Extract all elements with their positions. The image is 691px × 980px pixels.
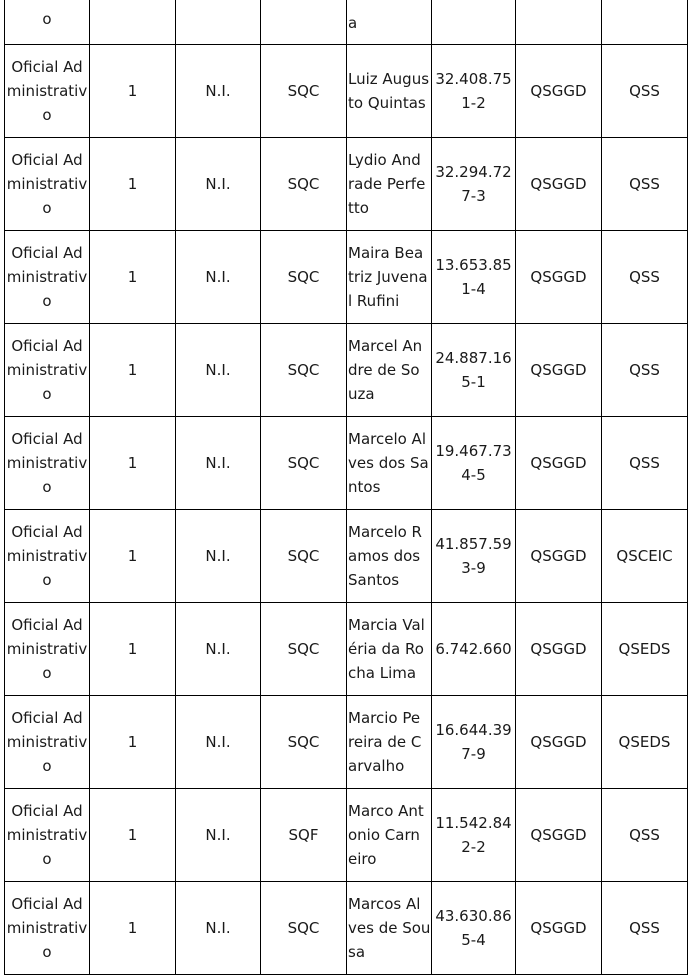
orgao-cell: QSGGD (516, 417, 602, 510)
orgao-cell: QSGGD (516, 138, 602, 231)
ni-cell: N.I. (176, 510, 261, 603)
nome-cell: Marcia Val éria da Ro cha Lima (347, 603, 432, 696)
tipo-cell: SQC (261, 324, 347, 417)
quadro-cell: QSS (602, 324, 688, 417)
cargo-cell: Oficial Ad ministrativ o (5, 696, 90, 789)
tipo-cell: SQC (261, 603, 347, 696)
ni-cell: N.I. (176, 417, 261, 510)
cargo-cell: Oficial Ad ministrativ o (5, 603, 90, 696)
qtd-cell: 1 (90, 603, 176, 696)
cargo-cell: o (5, 0, 90, 45)
quadro-cell: QSS (602, 789, 688, 882)
qtd-cell: 1 (90, 231, 176, 324)
quadro-cell: QSS (602, 231, 688, 324)
table-row (5, 231, 688, 324)
orgao-cell (516, 0, 602, 45)
tipo-cell: SQC (261, 45, 347, 138)
cargo-cell: Oficial Ad ministrativ o (5, 138, 90, 231)
quadro-cell: QSS (602, 882, 688, 975)
cpf-cell: 11.542.84 2-2 (432, 789, 516, 882)
cargo-cell: Oficial Ad ministrativ o (5, 324, 90, 417)
cargo-cell: Oficial Ad ministrativ o (5, 417, 90, 510)
qtd-cell: 1 (90, 882, 176, 975)
nome-cell: Luiz Augus to Quintas (347, 45, 432, 138)
cpf-cell: 32.294.72 7-3 (432, 138, 516, 231)
tipo-cell: SQC (261, 510, 347, 603)
qtd-cell: 1 (90, 324, 176, 417)
staff-table (4, 0, 688, 975)
nome-cell: Lydio And rade Perfe tto (347, 138, 432, 231)
table-row (5, 324, 688, 417)
nome-cell: Marcio Pe reira de C arvalho (347, 696, 432, 789)
orgao-cell: QSGGD (516, 324, 602, 417)
cpf-cell: 24.887.16 5-1 (432, 324, 516, 417)
table-row (5, 138, 688, 231)
nome-cell: Maira Bea triz Juvena l Rufini (347, 231, 432, 324)
qtd-cell: 1 (90, 417, 176, 510)
ni-cell: N.I. (176, 882, 261, 975)
qtd-cell: 1 (90, 45, 176, 138)
cpf-cell: 6.742.660 (432, 603, 516, 696)
ni-cell: N.I. (176, 231, 261, 324)
quadro-cell: QSCEIC (602, 510, 688, 603)
orgao-cell: QSGGD (516, 231, 602, 324)
cargo-cell: Oficial Ad ministrativ o (5, 45, 90, 138)
orgao-cell: QSGGD (516, 882, 602, 975)
qtd-cell: 1 (90, 510, 176, 603)
tipo-cell: SQC (261, 231, 347, 324)
orgao-cell: QSGGD (516, 696, 602, 789)
nome-cell: Marco Ant onio Carn eiro (347, 789, 432, 882)
orgao-cell: QSGGD (516, 789, 602, 882)
tipo-cell (261, 0, 347, 45)
tipo-cell: SQC (261, 138, 347, 231)
cpf-cell (432, 0, 516, 45)
nome-cell: Marcos Al ves de Sou sa (347, 882, 432, 975)
ni-cell (176, 0, 261, 45)
quadro-cell: QSEDS (602, 696, 688, 789)
cpf-cell: 13.653.85 1-4 (432, 231, 516, 324)
tipo-cell: SQF (261, 789, 347, 882)
tipo-cell: SQC (261, 417, 347, 510)
qtd-cell: 1 (90, 696, 176, 789)
cpf-cell: 43.630.86 5-4 (432, 882, 516, 975)
quadro-cell: QSS (602, 417, 688, 510)
nome-cell: Marcelo R amos dos Santos (347, 510, 432, 603)
cpf-cell: 19.467.73 4-5 (432, 417, 516, 510)
table-row (5, 882, 688, 975)
ni-cell: N.I. (176, 138, 261, 231)
ni-cell: N.I. (176, 45, 261, 138)
orgao-cell: QSGGD (516, 510, 602, 603)
table-row (5, 0, 688, 45)
cargo-cell: Oficial Ad ministrativ o (5, 882, 90, 975)
table-row (5, 696, 688, 789)
table-row (5, 510, 688, 603)
table-row (5, 45, 688, 138)
table-row (5, 789, 688, 882)
cpf-cell: 16.644.39 7-9 (432, 696, 516, 789)
orgao-cell: QSGGD (516, 45, 602, 138)
quadro-cell: QSS (602, 45, 688, 138)
nome-cell: Marcelo Al ves dos Sa ntos (347, 417, 432, 510)
quadro-cell: QSEDS (602, 603, 688, 696)
nome-cell: Marcel An dre de So uza (347, 324, 432, 417)
cpf-cell: 32.408.75 1-2 (432, 45, 516, 138)
tipo-cell: SQC (261, 882, 347, 975)
table-row (5, 417, 688, 510)
cargo-cell: Oficial Ad ministrativ o (5, 231, 90, 324)
qtd-cell: 1 (90, 138, 176, 231)
table-row (5, 603, 688, 696)
cargo-cell: Oficial Ad ministrativ o (5, 510, 90, 603)
orgao-cell: QSGGD (516, 603, 602, 696)
qtd-cell (90, 0, 176, 45)
qtd-cell: 1 (90, 789, 176, 882)
ni-cell: N.I. (176, 603, 261, 696)
nome-cell: a (347, 0, 432, 45)
quadro-cell: QSS (602, 138, 688, 231)
cpf-cell: 41.857.59 3-9 (432, 510, 516, 603)
quadro-cell (602, 0, 688, 45)
ni-cell: N.I. (176, 789, 261, 882)
ni-cell: N.I. (176, 324, 261, 417)
cargo-cell: Oficial Ad ministrativ o (5, 789, 90, 882)
tipo-cell: SQC (261, 696, 347, 789)
ni-cell: N.I. (176, 696, 261, 789)
